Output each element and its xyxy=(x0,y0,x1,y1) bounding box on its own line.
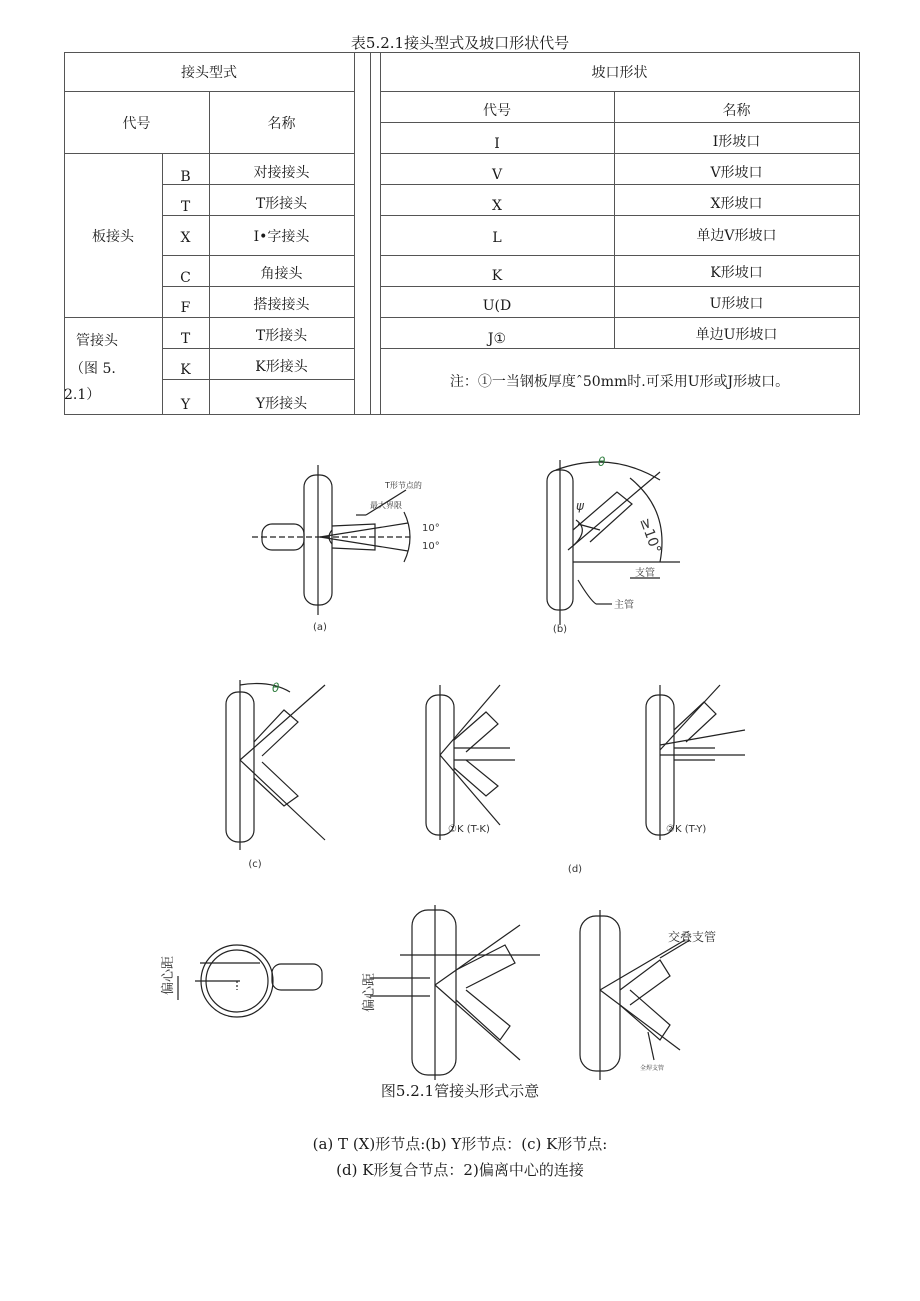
joint-code-header: 代号 xyxy=(122,115,151,132)
figure-subcaption-1: (a) T (X)形节点:(b) Y形节点：(c) K形节点: xyxy=(312,1135,608,1153)
left-header: 接头型式 xyxy=(181,65,237,81)
figure-caption: 图5.2.1管接头形式示意 xyxy=(380,1082,540,1100)
joint-code: B xyxy=(180,169,191,185)
groove-code: V xyxy=(491,167,503,183)
groove-name: V形坡口 xyxy=(710,165,763,181)
diagram-d2 xyxy=(646,685,745,840)
diagram-d1 xyxy=(426,685,515,840)
plate-group-label: 板接头 xyxy=(92,228,134,245)
joint-name: T形接头 xyxy=(255,328,308,344)
groove-code: J① xyxy=(487,331,507,347)
label-a: (a) xyxy=(313,622,327,633)
note-a1: T形节点的 xyxy=(385,481,422,490)
diagram-e-circle xyxy=(178,945,322,1017)
figure-subcaption-2: (d) K形复合节点：2)偏离中心的连接 xyxy=(336,1161,584,1179)
note-a2: 最大界限 xyxy=(370,501,402,510)
weld-label: 全焊支管 xyxy=(640,1065,665,1072)
offset-label-2: 偏心距 xyxy=(362,972,377,1012)
groove-code: L xyxy=(492,230,502,246)
angle-a2: 10° xyxy=(422,541,440,552)
groove-name: K形坡口 xyxy=(710,265,763,281)
right-header: 坡口形状 xyxy=(591,65,648,81)
label-d: (d) xyxy=(567,864,583,875)
joint-code: F xyxy=(180,300,191,316)
joint-name: Y形接头 xyxy=(255,396,308,412)
label-b: (b) xyxy=(552,624,568,635)
angle-a1: 10° xyxy=(422,523,440,534)
groove-code: U(D xyxy=(482,298,512,314)
label-d1: ①K (T-K) xyxy=(448,824,490,835)
groove-code: K xyxy=(491,268,503,284)
joint-code: K xyxy=(180,362,191,378)
joint-name: K形接头 xyxy=(255,359,308,375)
diagram-e-offset xyxy=(370,905,540,1080)
joint-name: 搭接接头 xyxy=(253,297,310,313)
overlap-label: 交叠支管 xyxy=(668,930,717,944)
branch-label: 支管 xyxy=(635,568,655,579)
joint-name: 对接接头 xyxy=(253,165,310,181)
label-d2: ②K (T-Y) xyxy=(666,824,707,835)
joint-code: Y xyxy=(180,397,191,413)
joint-name: 角接头 xyxy=(260,266,303,282)
groove-code: X xyxy=(492,198,502,214)
diagram-c xyxy=(226,680,325,850)
joint-name: I•字接头 xyxy=(253,229,310,245)
table-note: 注：①一当钢板厚度ˆ50mm时.可采用U形或J形坡口。 xyxy=(449,374,790,390)
table-title: 表5.2.1接头型式及坡口形状代号 xyxy=(350,34,570,52)
offset-label-1: 偏心距 xyxy=(161,955,176,995)
groove-name: U形坡口 xyxy=(709,296,764,312)
pipe-group-label: 管接头 （图 5. 2.1） xyxy=(64,333,118,403)
label-c: (c) xyxy=(248,859,262,870)
main-label: 主管 xyxy=(614,600,634,611)
theta-b: θ xyxy=(598,455,606,469)
groove-name: 单边V形坡口 xyxy=(696,228,777,244)
groove-code-header: 代号 xyxy=(483,103,511,119)
groove-name-header: 名称 xyxy=(722,103,751,119)
groove-name: X形坡口 xyxy=(710,196,763,212)
joint-code: X xyxy=(180,230,191,246)
theta-c: θ xyxy=(272,681,280,695)
joint-code: C xyxy=(180,270,191,286)
angle-b: ≥10° xyxy=(636,515,664,556)
joint-code: T xyxy=(180,331,191,347)
psi-b: ψ xyxy=(576,499,584,513)
joint-name: T形接头 xyxy=(255,196,308,212)
pipe-joint-diagram xyxy=(0,430,920,1180)
joint-name-header: 名称 xyxy=(267,115,296,132)
groove-code: I xyxy=(494,136,500,152)
groove-name: 单边U形坡口 xyxy=(695,327,778,343)
groove-name: I形坡口 xyxy=(712,134,761,150)
joint-code: T xyxy=(180,199,191,215)
